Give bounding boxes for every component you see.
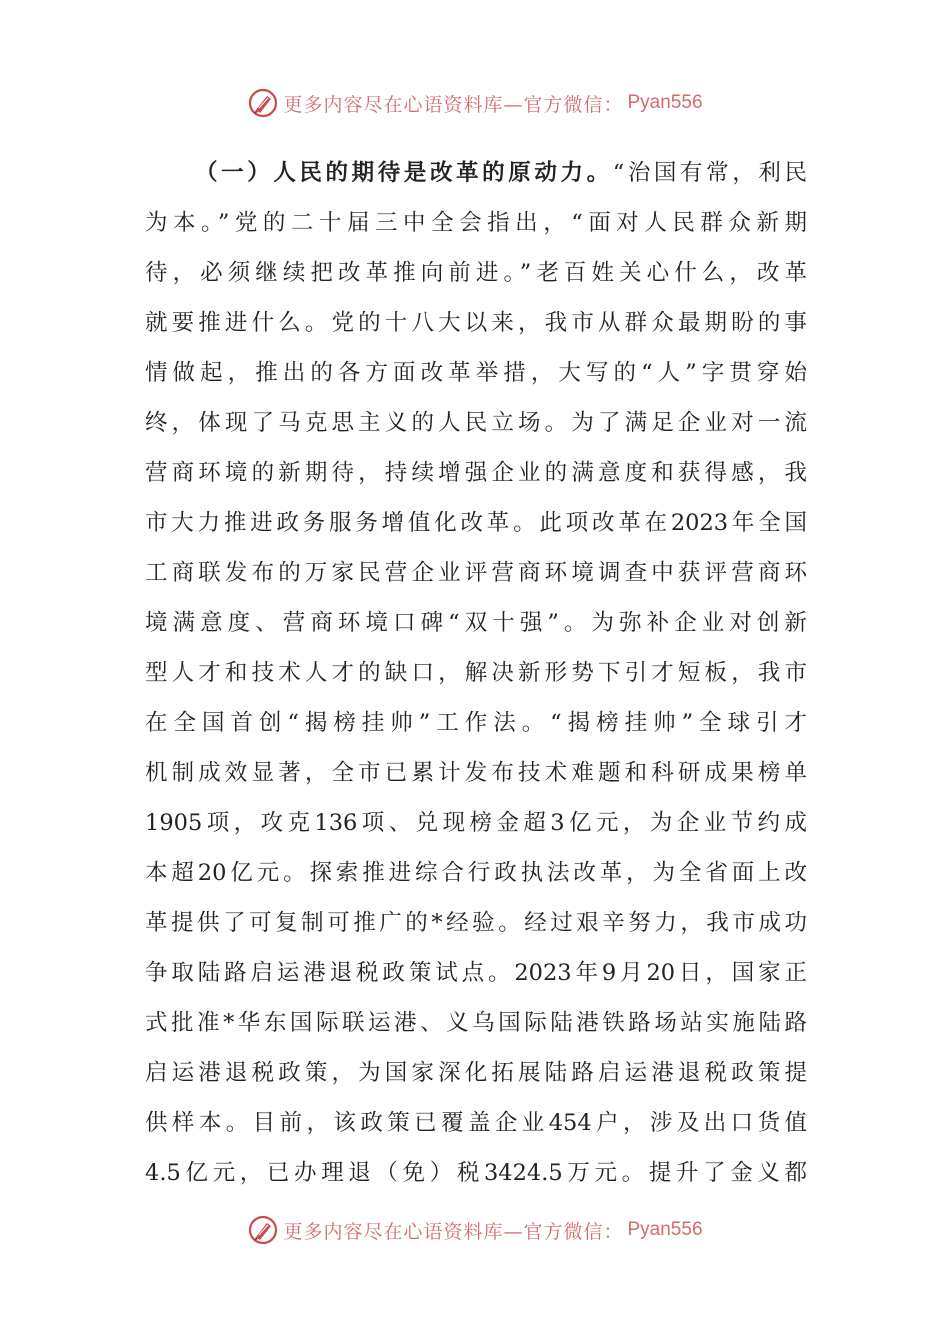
paragraph-line <box>145 148 807 198</box>
watermark-text: 更多内容尽在心语资料库—官方微信： <box>283 1220 624 1243</box>
paragraph-line: 待，必须继续把改革推向前进。”老百姓关心什么，改革 <box>145 260 807 286</box>
paragraph-line: 终，体现了马克思主义的人民立场。为了满足企业对一流 <box>145 410 807 436</box>
footer-watermark <box>0 1213 950 1247</box>
paragraph-line: 工商联发布的万家民营企业评营商环境调查中获评营商环 <box>145 560 807 586</box>
paragraph-line: 革提供了可复制可推广的*经验。经过艰辛努力，我市成功 <box>145 910 807 936</box>
paragraph-line: 型人才和技术人才的缺口，解决新形势下引才短板，我市 <box>145 660 807 686</box>
pen-nib-logo-icon <box>247 87 279 119</box>
paragraph-line: 启运港退税政策，为国家深化拓展陆路启运港退税政策提 <box>145 1060 807 1086</box>
pen-nib-logo-icon <box>247 1214 279 1246</box>
paragraph-line: 营商环境的新期待，持续增强企业的满意度和获得感，我 <box>145 460 807 486</box>
paragraph-text: “治国有常，利民 <box>612 160 807 186</box>
paragraph-line: 本超20亿元。探索推进综合行政执法改革，为全省面上改 <box>145 860 807 886</box>
paragraph-line: 情做起，推出的各方面改革举措，大写的“人”字贯穿始 <box>145 360 807 386</box>
watermark-handle: Pyan556 <box>627 1219 703 1240</box>
watermark-text: 更多内容尽在心语资料库—官方微信： <box>283 93 624 116</box>
section-heading: （一）人民的期待是改革的原动力。 <box>195 160 613 186</box>
paragraph-line: 1905项，攻克136项、兑现榜金超3亿元，为企业节约成 <box>145 810 807 836</box>
paragraph-line: 就要推进什么。党的十八大以来，我市从群众最期盼的事 <box>145 310 807 336</box>
paragraph-line: 在全国首创“揭榜挂帅”工作法。“揭榜挂帅”全球引才 <box>145 710 807 736</box>
paragraph-line: 市大力推进政务服务增值化改革。此项改革在2023年全国 <box>145 510 807 536</box>
document-body <box>145 148 807 1198</box>
paragraph-line: 4.5亿元，已办理退（免）税3424.5万元。提升了金义都 <box>145 1160 807 1186</box>
paragraph-line: 供样本。目前，该政策已覆盖企业454户，涉及出口货值 <box>145 1110 807 1136</box>
paragraph-line: 境满意度、营商环境口碑“双十强”。为弥补企业对创新 <box>145 610 807 636</box>
paragraph-line: 式批准*华东国际联运港、义乌国际陆港铁路场站实施陆路 <box>145 1010 807 1036</box>
watermark-handle: Pyan556 <box>627 92 703 113</box>
header-watermark <box>0 86 950 120</box>
paragraph-line: 为本。”党的二十届三中全会指出，“面对人民群众新期 <box>145 210 807 236</box>
paragraph-line: 争取陆路启运港退税政策试点。2023年9月20日，国家正 <box>145 960 807 986</box>
paragraph-line: 机制成效显著，全市已累计发布技术难题和科研成果榜单 <box>145 760 807 786</box>
